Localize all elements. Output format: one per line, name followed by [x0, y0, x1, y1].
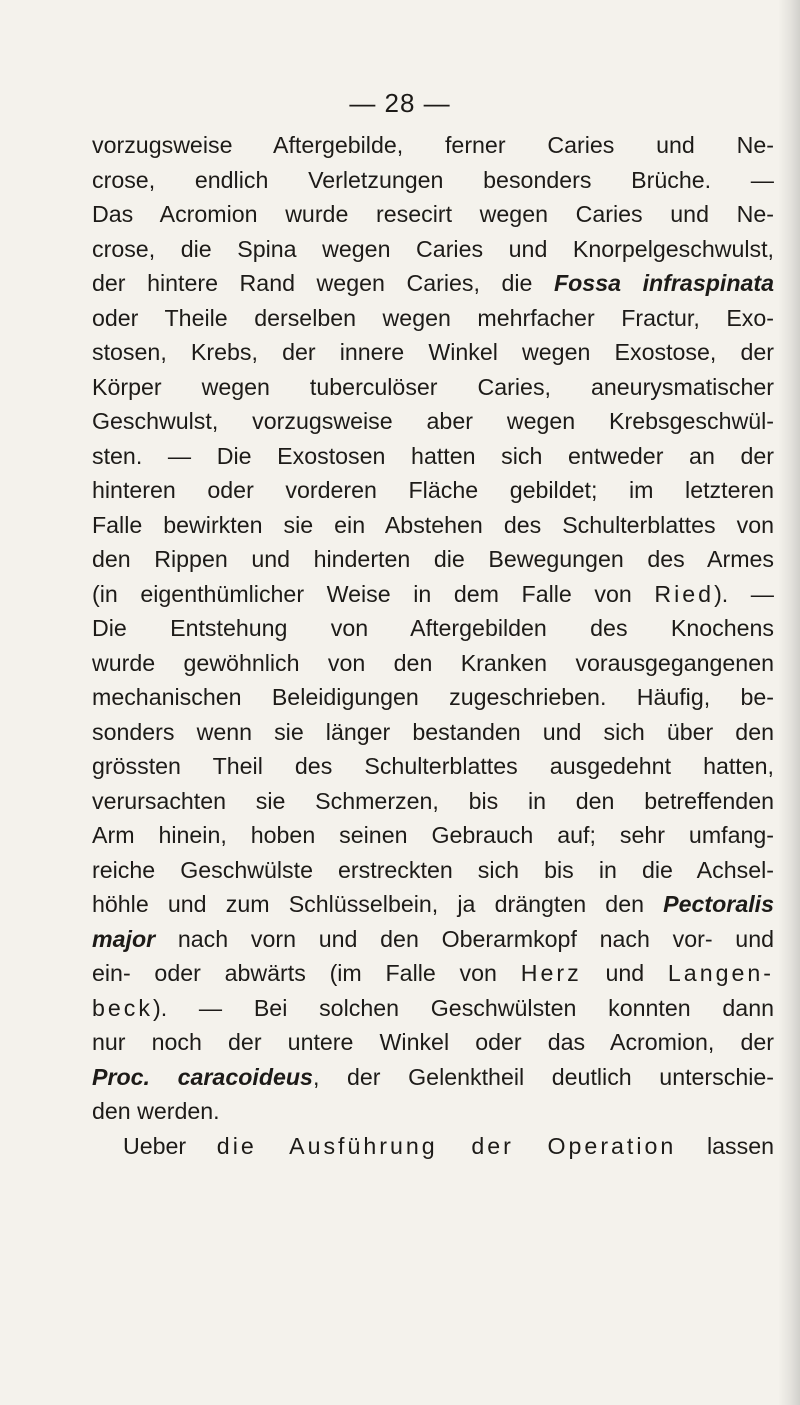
text-line: Falle bewirkten sie ein Abstehen des Schulterblattes von [92, 511, 774, 538]
spaced-name-ried: Ried [654, 580, 715, 607]
text-line: mechanischen Beleidigungen zugeschrieben. Häufig, be- [92, 684, 774, 710]
text-run: ). — Bei solchen Geschwülsten konnten dann [152, 994, 774, 1021]
text-line [92, 922, 774, 957]
text-line [92, 577, 774, 612]
text-line [92, 1129, 774, 1164]
text-line: crose, die Spina wegen Caries und Knorpelgeschwulst, [92, 235, 774, 262]
text-line: sonders wenn sie länger bestanden und sich über den [92, 718, 774, 745]
text-run: Ueber [123, 1132, 217, 1159]
text-line: vorzugsweise Aftergebilde, ferner Caries und Ne- [92, 132, 774, 158]
text-line: reiche Geschwülste erstreckten sich bis in die Achsel- [92, 856, 774, 883]
text-line: den Rippen und hinderten die Bewegungen des Armes [92, 546, 774, 572]
page-edge-shadow [778, 0, 800, 1405]
text-line: Die Entstehung von Aftergebilden des Knochens [92, 615, 774, 641]
text-line: nur noch der untere Winkel oder das Acromion, der [92, 1029, 774, 1055]
text-line: den werden. [92, 1098, 220, 1124]
text-line: oder Theile derselben wegen mehrfacher Fractur, Exo- [92, 304, 774, 331]
text-line [92, 1060, 774, 1095]
italic-term-proc-caracoideus: Proc. caracoideus [92, 1063, 313, 1090]
text-run: höhle und zum Schlüsselbein, ja drängten den [92, 891, 664, 917]
page-number: — 28 — [349, 88, 451, 118]
text-line: wurde gewöhnlich von den Kranken vorausgegangenen [92, 649, 774, 676]
italic-term-pectoralis: Pectoralis [663, 891, 774, 917]
body-text [92, 128, 774, 1163]
text-line: Geschwulst, vorzugsweise aber wegen Krebsgeschwül- [92, 408, 774, 434]
text-run: der hintere Rand wegen Caries, die [92, 270, 554, 296]
italic-term-fossa-infraspinata: Fossa infraspinata [553, 270, 774, 296]
spaced-name-langenbeck: Langen- [667, 960, 774, 986]
italic-term-major: major [92, 925, 156, 952]
text-run: nach vorn und den Oberarmkopf nach vor- und [155, 925, 774, 952]
text-line [92, 887, 774, 922]
text-line: verursachten sie Schmerzen, bis in den betreffenden [92, 787, 774, 814]
text-line [92, 956, 774, 991]
text-line: Arm hinein, hoben seinen Gebrauch auf; sehr umfang- [92, 822, 774, 848]
text-line: Körper wegen tuberculöser Caries, aneurysmatischer [92, 373, 774, 400]
text-line: stosen, Krebs, der innere Winkel wegen Exostose, der [92, 339, 774, 365]
text-run: und [581, 960, 668, 986]
text-line: grössten Theil des Schulterblattes ausgedehnt hatten, [92, 753, 774, 779]
text-line: sten. — Die Exostosen hatten sich entweder an der [92, 442, 774, 469]
text-run: ). — [714, 580, 774, 607]
text-line: hinteren oder vorderen Fläche gebildet; im letzteren [92, 477, 774, 503]
spaced-name-herz: Herz [520, 960, 582, 986]
text-line: Das Acromion wurde resecirt wegen Caries und Ne- [92, 201, 774, 227]
spaced-name-langenbeck-end: beck [92, 994, 153, 1021]
spaced-phrase-operation: die Ausführung der Operation [216, 1132, 677, 1159]
text-line [92, 991, 774, 1026]
text-line [92, 266, 774, 301]
text-run: , der Gelenktheil deutlich unterschie- [312, 1063, 774, 1090]
text-run: ein- oder abwärts (im Falle von [92, 960, 521, 986]
text-run: lassen [676, 1132, 774, 1159]
text-line: crose, endlich Verletzungen besonders Brüche. — [92, 166, 774, 193]
text-run: (in eigenthümlicher Weise in dem Falle von [92, 580, 655, 607]
